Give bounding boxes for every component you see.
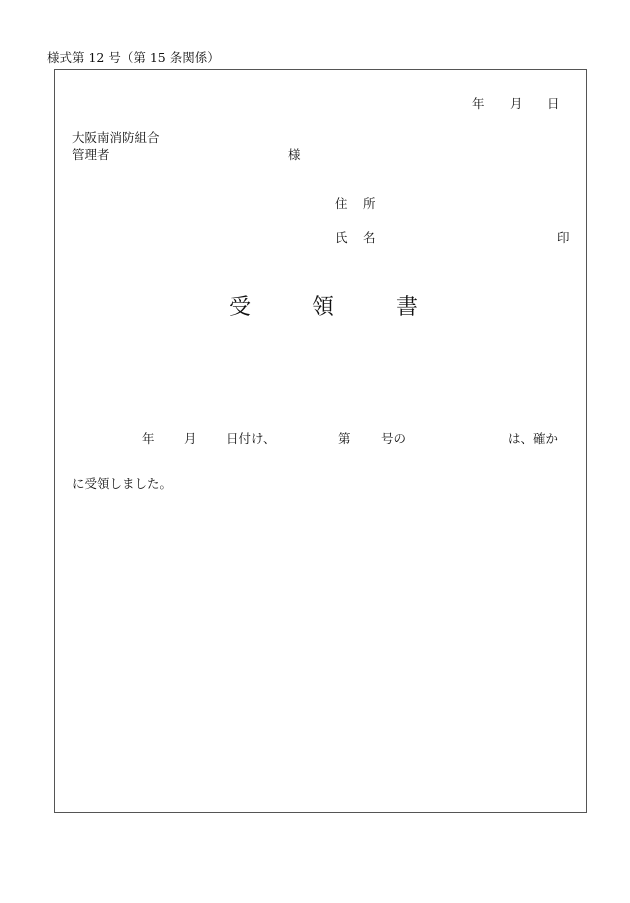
address-label-2: 所 (363, 196, 376, 211)
name-label-1: 氏 (335, 230, 348, 245)
address-label-1: 住 (335, 196, 348, 211)
body-month: 月 (184, 431, 197, 446)
body-gou: 号の (381, 431, 407, 446)
body-year: 年 (142, 431, 155, 446)
date-month: 月 (510, 96, 523, 111)
body-ending: は、確か (508, 431, 559, 446)
date-day: 日 (547, 96, 560, 111)
seal-mark: 印 (557, 230, 570, 245)
addressee-role: 管理者 (72, 147, 110, 162)
addressee-honorific: 様 (288, 147, 301, 162)
body-line-2: に受領しました。 (72, 476, 173, 491)
name-label-2: 名 (363, 230, 376, 245)
date-year: 年 (472, 96, 485, 111)
title-char-2: 領 (312, 295, 335, 320)
body-dai: 第 (338, 431, 351, 446)
title-char-1: 受 (229, 295, 252, 320)
addressee-organization: 大阪南消防組合 (72, 130, 160, 145)
form-number: 様式第 12 号（第 15 条関係） (47, 50, 220, 65)
title-char-3: 書 (396, 295, 419, 320)
body-day-suffix: 日付け、 (226, 431, 276, 446)
